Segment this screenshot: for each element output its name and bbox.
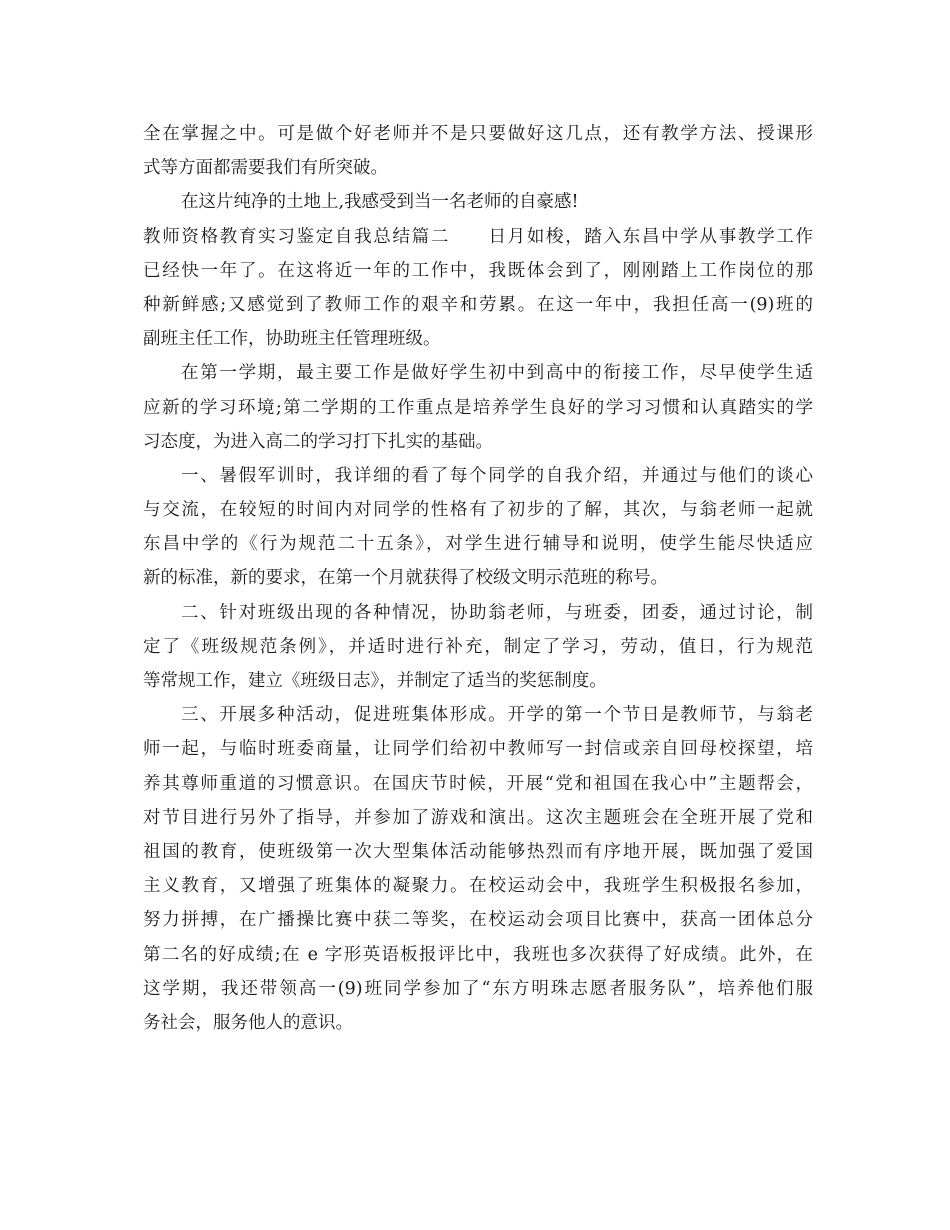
- text-line: 主义教育，又增强了班集体的凝聚力。在校运动会中，我班学生积极报名参加，: [143, 876, 813, 897]
- text-line: 副班主任工作，协助班主任管理班级。: [143, 329, 441, 350]
- text-line: 应新的学习环境;第二学期的工作重点是培养学生良好的学习习惯和认真踏实的学: [143, 397, 813, 418]
- text-line: 全在掌握之中。可是做个好老师并不是只要做好这几点，还有教学方法、授课形: [143, 124, 813, 144]
- text-line: 养其尊师重道的习惯意识。在国庆节时候，开展“党和祖国在我心中”主题帮会，: [143, 773, 813, 794]
- text-line: 努力拼搏，在广播操比赛中获二等奖，在校运动会项目比赛中，获高一团体总分: [143, 910, 813, 931]
- text-line: 式等方面都需要我们有所突破。: [143, 158, 388, 179]
- text-line: 这学期，我还带领高一(9)班同学参加了“东方明珠志愿者服务队”，培养他们服: [143, 978, 813, 999]
- text-line: 新的标准，新的要求，在第一个月就获得了校级文明示范班的称号。: [143, 568, 668, 589]
- text-line: 师一起，与临时班委商量，让同学们给初中教师写一封信或亲自回母校探望，培: [143, 739, 813, 760]
- text-line: 种新鲜感;又感觉到了教师工作的艰辛和劳累。在这一年中，我担任高一(9)班的: [143, 294, 813, 315]
- text-line: 已经快一年了。在这将近一年的工作中，我既体会到了，刚刚踏上工作岗位的那: [143, 260, 813, 281]
- text-line: 等常规工作，建立《班级日志》，并制定了适当的奖惩制度。: [143, 671, 607, 691]
- text-line: 对节目进行另外了指导，并参加了游戏和演出。这次主题班会在全班开展了党和: [143, 807, 813, 828]
- text-line: 务社会，服务他人的意识。: [143, 1012, 353, 1033]
- text-line: 三、开展多种活动，促进班集体形成。开学的第一个节日是教师节，与翁老: [181, 705, 813, 726]
- text-line: 习态度，为进入高二的学习打下扎实的基础。: [143, 431, 493, 452]
- text-line: 东昌中学的《行为规范二十五条》，对学生进行辅导和说明，使学生能尽快适应: [143, 534, 813, 555]
- text-line: 第二名的好成绩;在 e 字形英语板报评比中，我班也多次获得了好成绩。此外，在: [143, 944, 813, 965]
- text-line: 一、暑假军训时，我详细的看了每个同学的自我介绍，并通过与他们的谈心: [181, 465, 813, 486]
- text-line: 在这片纯净的土地上,我感受到当一名老师的自豪感!: [181, 192, 579, 213]
- text-line: 教师资格教育实习鉴定自我总结篇二 日月如梭，踏入东昌中学从事教学工作: [143, 226, 813, 247]
- text-line: 在第一学期，最主要工作是做好学生初中到高中的衔接工作，尽早使学生适: [181, 363, 813, 384]
- document-body: [143, 117, 813, 1040]
- text-line: 与交流，在较短的时间内对同学的性格有了初步的了解，其次，与翁老师一起就: [143, 500, 813, 521]
- text-line: 二、针对班级出现的各种情况，协助翁老师，与班委，团委，通过讨论，制: [181, 602, 813, 623]
- text-line: 祖国的教育，使班级第一次大型集体活动能够热烈而有序地开展，既加强了爱国: [143, 841, 813, 862]
- text-line: 定了《班级规范条例》，并适时进行补充，制定了学习，劳动，值日，行为规范: [143, 636, 813, 657]
